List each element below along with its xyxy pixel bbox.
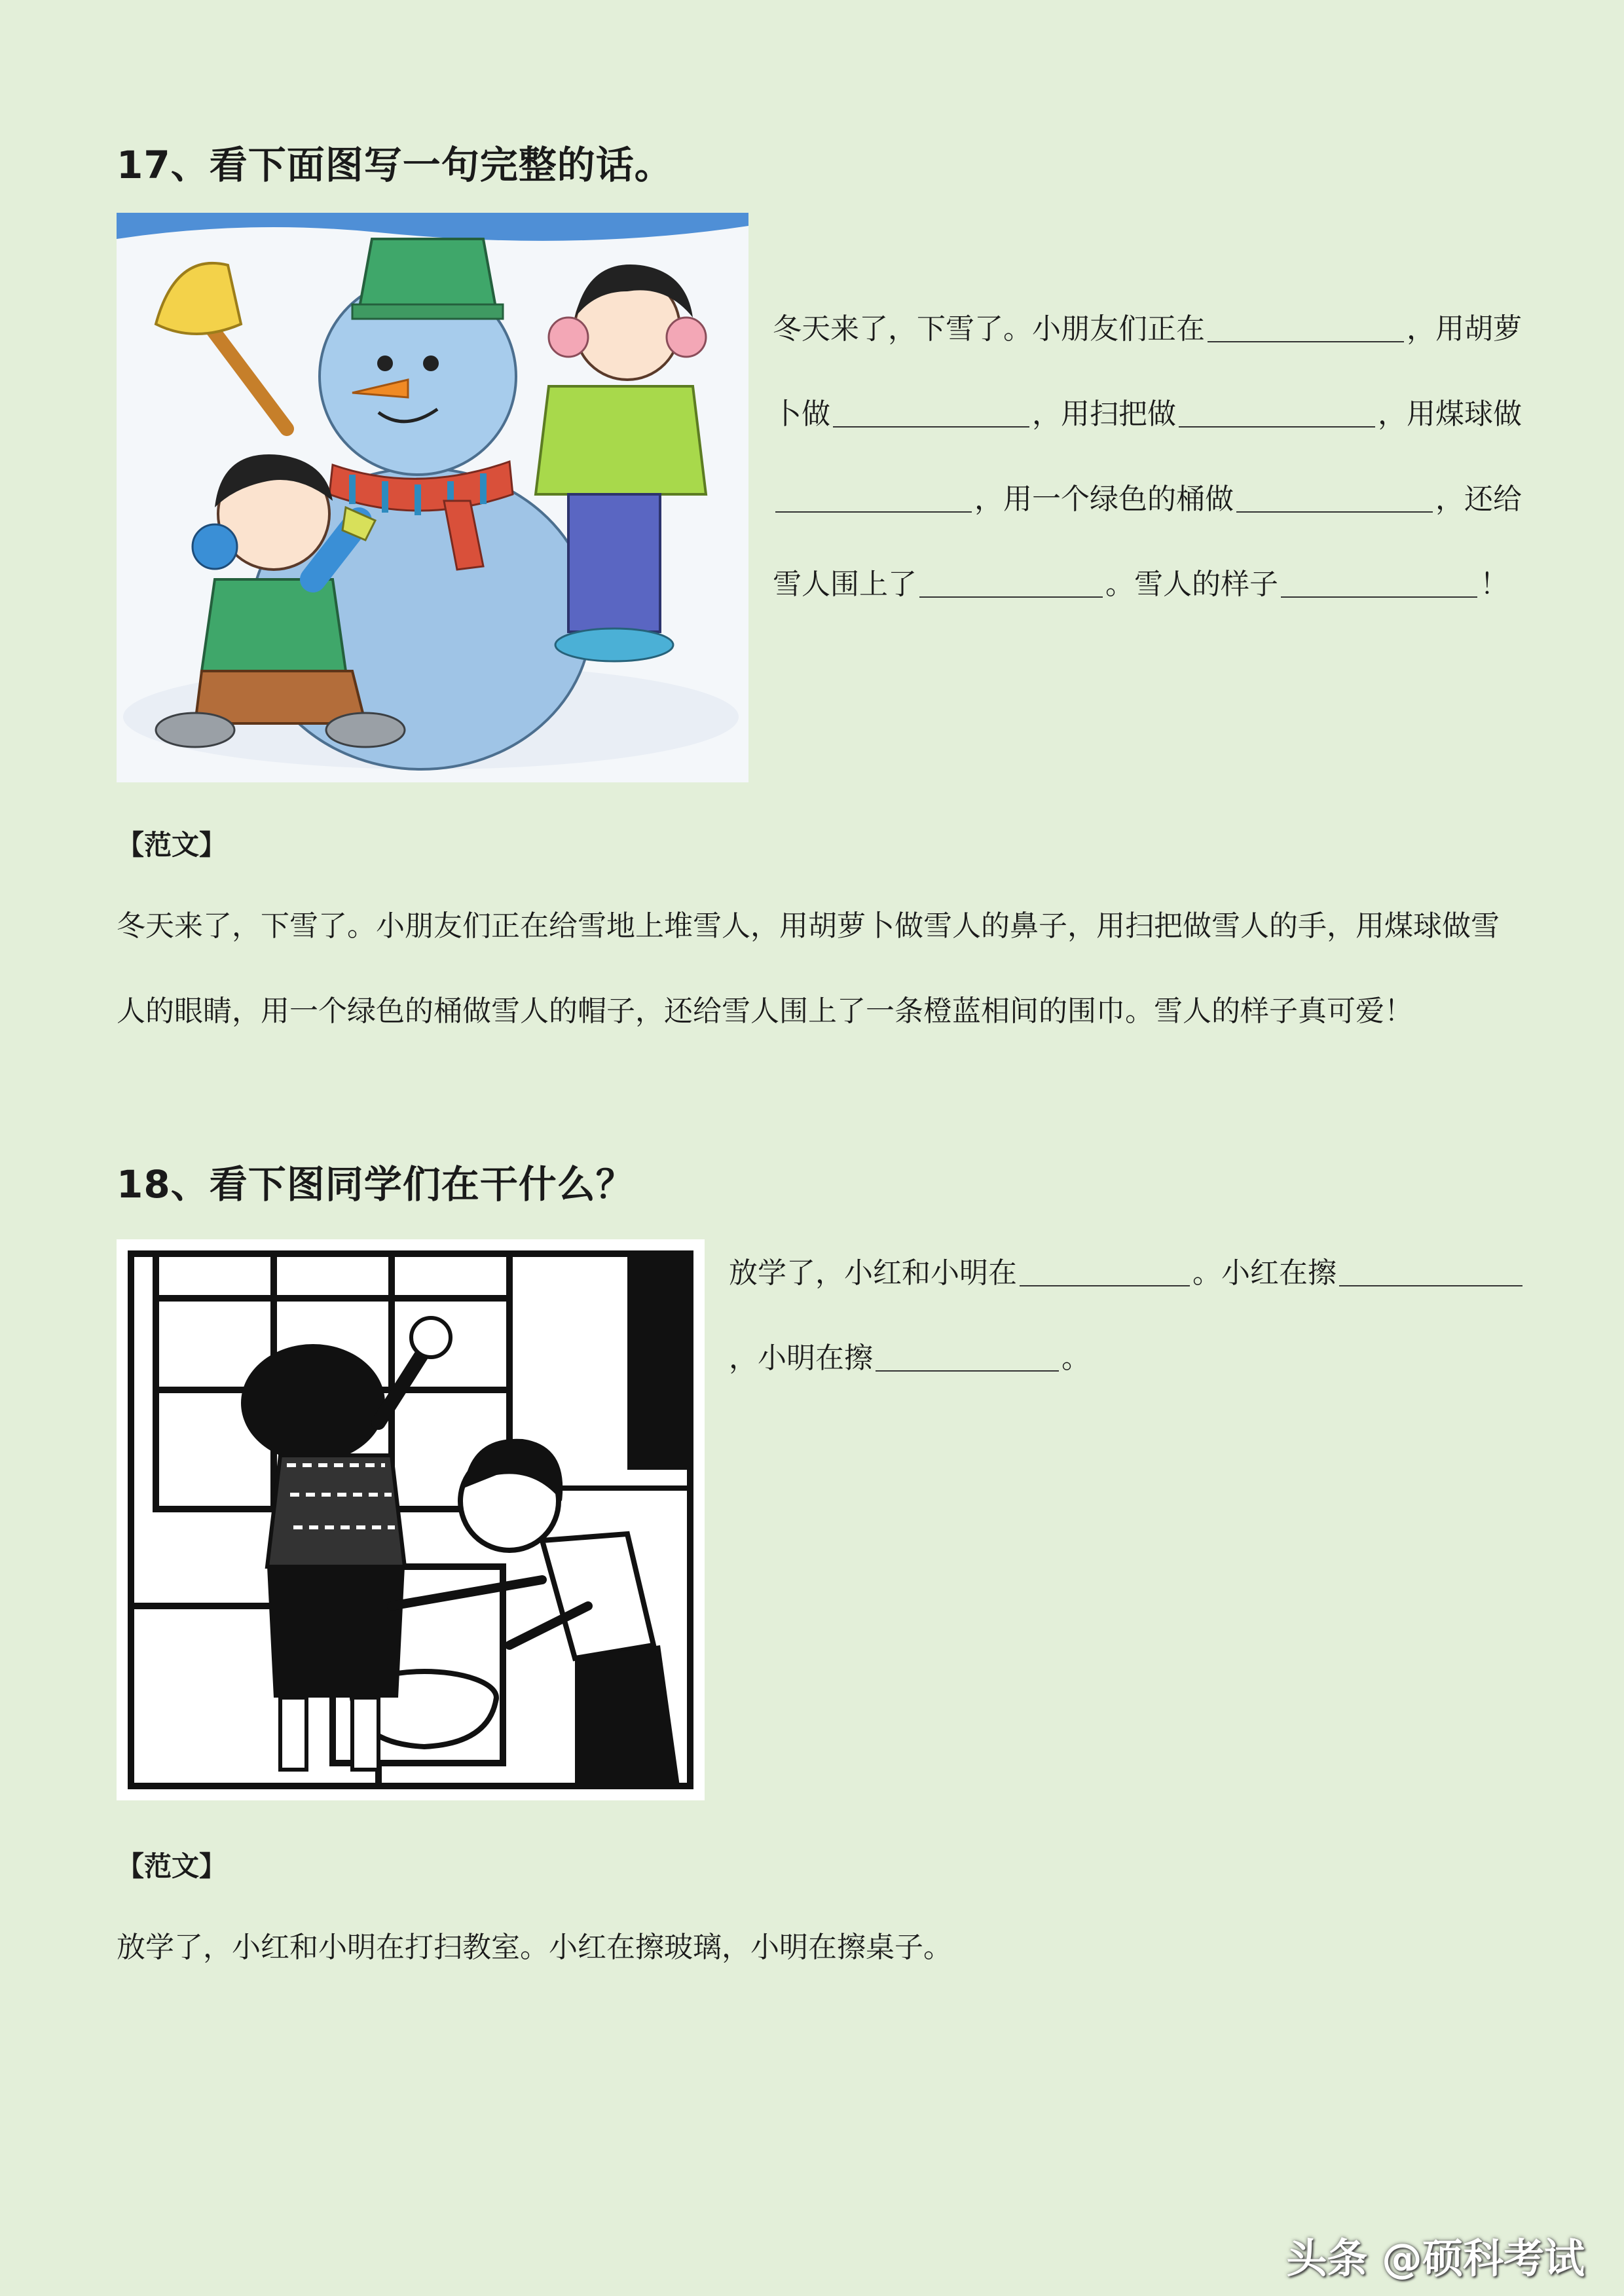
- model-answer-18: 放学了，小红和小明在打扫教室。小红在擦玻璃，小明在擦桌子。: [117, 1931, 952, 1964]
- model-answer-17: 冬天来了，下雪了。小朋友们正在给雪地上堆雪人，用胡萝卜做雪人的鼻子，用扫把做雪人的手，用煤球做雪人的眼睛，用一个绿色的桶做雪人的帽子，还给雪人围上了一条橙蓝相间的围巾。雪人的样子真可爱！: [117, 909, 1500, 1028]
- model-answer-label-18: 【范文】: [117, 1850, 227, 1882]
- question-18-fill-in-text: 放学了，小红和小明在 。小红在擦，小明在擦 。: [729, 1231, 1528, 1401]
- snowman-illustration: [117, 213, 748, 782]
- answer-blank[interactable]: [833, 400, 1029, 428]
- answer-blank[interactable]: [876, 1344, 1059, 1372]
- answer-blank[interactable]: [1236, 485, 1433, 513]
- answer-blank[interactable]: [1339, 1259, 1522, 1286]
- question-17-fill-in-text: 冬天来了，下雪了。小朋友们正在 ，用胡萝卜做 ，用扫把做 ，用煤球做，用一个绿色的桶做 ，还给雪人围上了 。雪人的样子 ！: [773, 312, 1522, 601]
- question-18-title: 18、看下图同学们在干什么？: [117, 1162, 635, 1207]
- cleaning-classroom-illustration: [117, 1239, 705, 1800]
- answer-blank[interactable]: [1281, 570, 1477, 598]
- model-answer-label-17: 【范文】: [117, 829, 227, 861]
- answer-blank[interactable]: [775, 485, 972, 513]
- answer-blank[interactable]: [1020, 1259, 1190, 1286]
- question-17-title: 17、看下面图写一句完整的话。: [117, 143, 673, 187]
- watermark: 头条 @硕科考试: [1286, 2234, 1585, 2282]
- answer-blank[interactable]: [1179, 400, 1375, 428]
- answer-blank[interactable]: [1208, 315, 1404, 342]
- answer-blank[interactable]: [919, 570, 1103, 598]
